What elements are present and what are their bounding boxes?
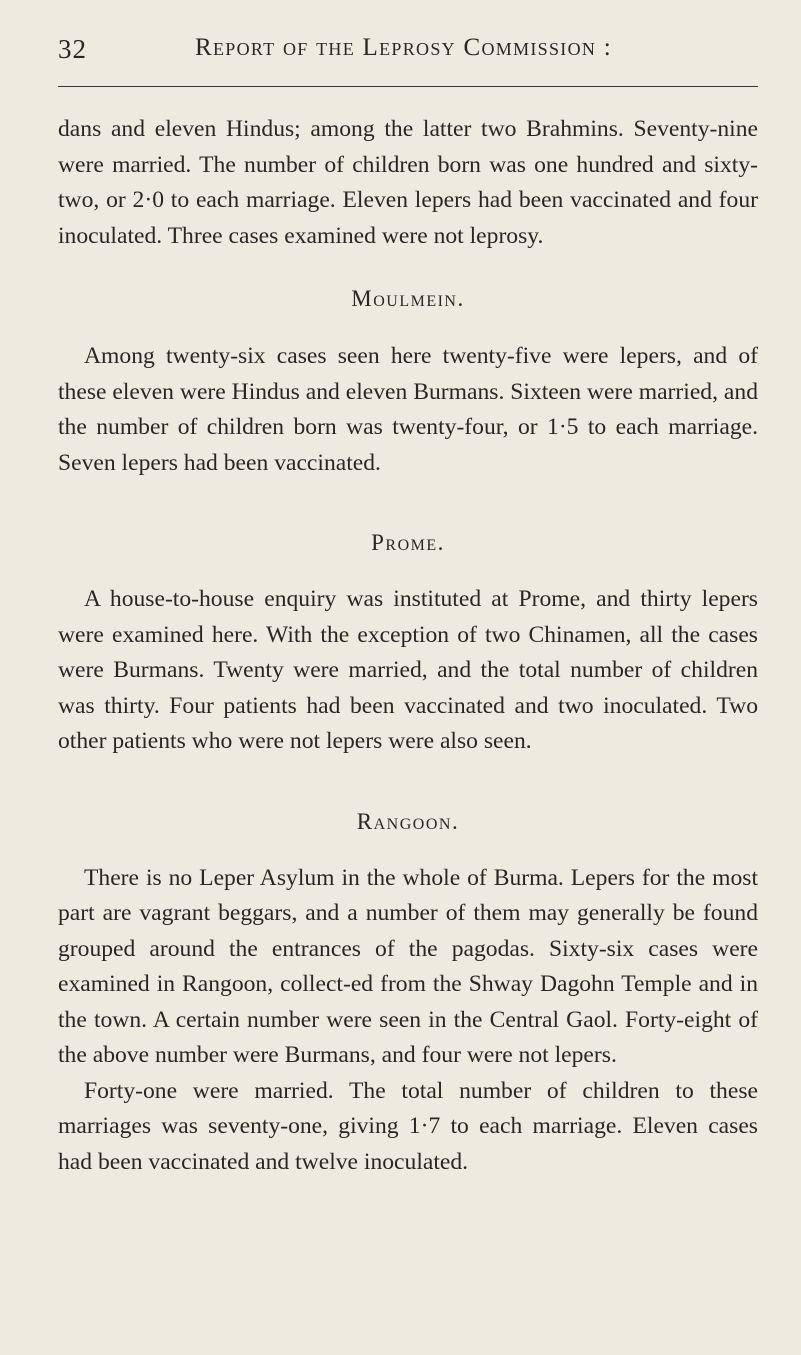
paragraph-rangoon-1: There is no Leper Asylum in the whole of Burma. Lepers for the most part are vagrant beggars, and a number of them may generally be found grouped around the entrances of the pagodas. Sixty-six cases were examined in Rangoon, collect-ed from the Shway Dagohn Temple and in the town. A certain number were seen in the Central Gaol. Forty-eight of the above number were Burmans, and four were not lepers. bbox=[58, 864, 758, 1068]
section-heading-moulmein: Moulmein. bbox=[351, 286, 465, 311]
page-number: 32 bbox=[58, 34, 87, 64]
header-rule bbox=[58, 86, 758, 87]
paragraph-moulmein: Among twenty-six cases seen here twenty-five were lepers, and of these eleven were Hindus and eleven Burmans. Sixteen were married, and the number of children born was twenty-four, or 1·5 to each marriage. Seven lepers had been vaccinated. bbox=[58, 343, 758, 476]
intro-paragraph: dans and eleven Hindus; among the latter two Brahmins. Seventy-nine were married. The number of children born was one hundred and sixty-two, or 2·0 to each marriage. Eleven lepers had been vaccinated and four inoculated. Three cases examined were not leprosy. bbox=[58, 116, 758, 249]
paragraph-prome: A house-to-house enquiry was instituted at Prome, and thirty lepers were examined here. With the exception of two Chinamen, all the cases were Burmans. Twenty were married, and the total number of children was thirty. Four patients had been vaccinated and two inoculated. Two other patients who were not lepers were also seen. bbox=[58, 586, 758, 754]
running-head: Report of the Leprosy Commission : bbox=[195, 34, 612, 61]
section-heading-rangoon: Rangoon. bbox=[356, 808, 460, 834]
page-header bbox=[58, 30, 758, 70]
section-heading-prome: Prome. bbox=[371, 530, 445, 555]
paragraph-rangoon-2: Forty-one were married. The total number of children to these marriages was seventy-one, giving 1·7 to each marriage. Eleven cases had been vaccinated and twelve inoculated. bbox=[58, 1077, 758, 1175]
body-text bbox=[58, 112, 758, 1180]
